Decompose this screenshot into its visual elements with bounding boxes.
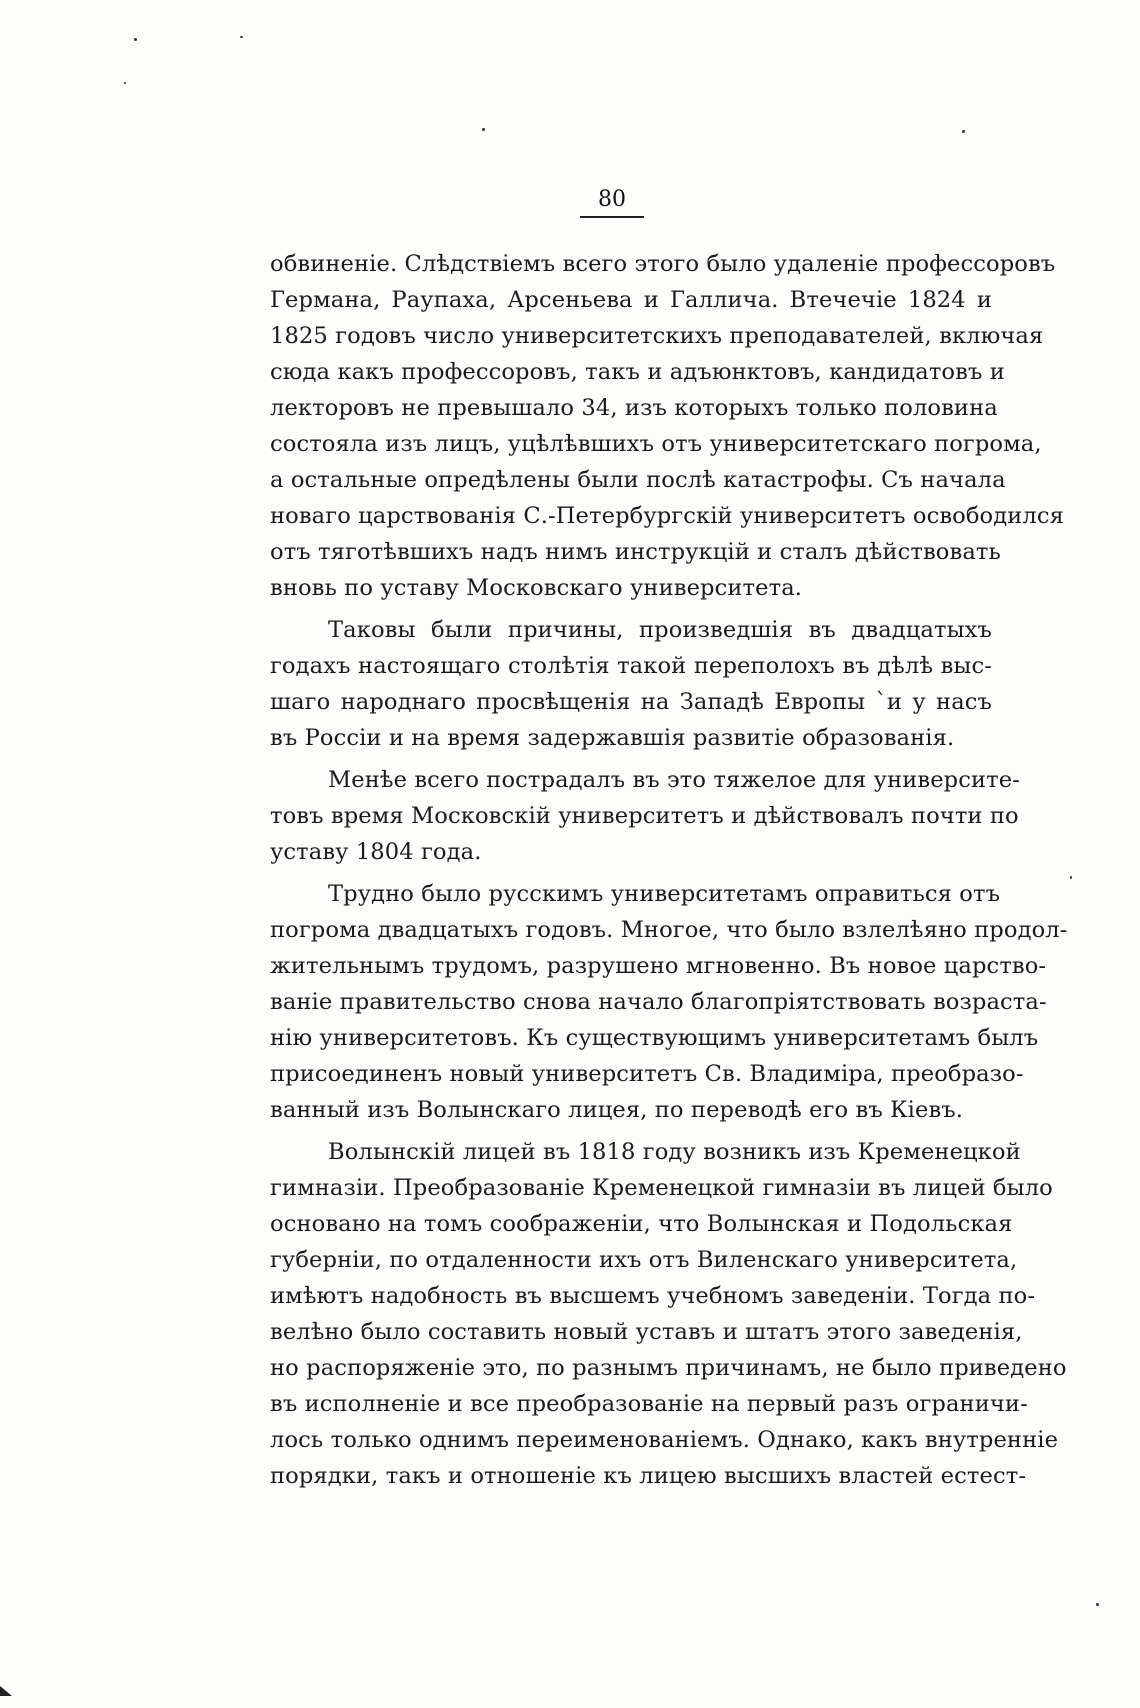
text-line: Германа, Раупаха, Арсеньева и Галлича. Втечечіе 1824 и (270, 287, 992, 313)
text-line: состояла изъ лицъ, уцѣлѣвшихъ отъ университетскаго погрома, (270, 431, 1042, 457)
text-line: лекторовъ не превышало 34, изъ которыхъ только половина (270, 395, 998, 421)
scan-speck (482, 128, 485, 131)
text-line: вновь по уставу Московскаго университета. (270, 575, 803, 601)
text-line: шаго народнаго просвѣщенія на Западѣ Европы `и у насъ (270, 689, 992, 715)
text-line: основано на томъ соображеніи, что Волынская и Подольская (270, 1211, 1013, 1237)
text-line: ванный изъ Волынскаго лицея, по переводѣ его въ Кіевъ. (270, 1097, 964, 1123)
text-line: порядки, такъ и отношеніе къ лицею высшихъ властей естест- (270, 1463, 1027, 1489)
page-number: 80 (598, 187, 626, 212)
text-line: въ Россіи и на время задержавшія развитіе образованія. (270, 725, 955, 751)
text-line: но распоряженіе это, по разнымъ причинамъ, не было приведено (270, 1355, 1067, 1381)
text-line: обвиненіе. Слѣдствіемъ всего этого было удаленіе профессоровъ (270, 251, 1056, 277)
page-number-underline (580, 216, 644, 218)
text-line: Таковы были причины, произведшія въ двадцатыхъ (328, 617, 992, 643)
text-line: сюда какъ профессоровъ, такъ и адъюнктовъ, кандидатовъ и (270, 359, 1005, 385)
text-line: Трудно было русскимъ университетамъ оправиться отъ (328, 881, 1001, 907)
paragraph (270, 246, 1064, 606)
scan-speck (134, 38, 137, 41)
text-line: лось только однимъ переименованіемъ. Однако, какъ внутренніе (270, 1427, 1059, 1453)
scan-corner-mark (0, 1686, 12, 1696)
text-line: присоединенъ новый университетъ Св. Владиміра, преобразо- (270, 1061, 1024, 1087)
text-line: велѣно было составить новый уставъ и штатъ этого заведенія, (270, 1319, 1023, 1345)
text-line: губерніи, по отдаленности ихъ отъ Виленскаго университета, (270, 1247, 1018, 1273)
text-line: ваніе правительство снова начало благопріятствовать возраста- (270, 989, 1047, 1015)
paragraph (270, 876, 1068, 1128)
text-line: жительнымъ трудомъ, разрушено мгновенно. Въ новое царство- (270, 953, 1047, 979)
body-text (270, 246, 1068, 1494)
text-line: а остальные опредѣлены были послѣ катастрофы. Съ начала (270, 467, 1006, 493)
paragraph (270, 612, 992, 756)
text-line: погрома двадцатыхъ годовъ. Многое, что было взлелѣяно продол- (270, 917, 1068, 943)
text-line: товъ время Московскій университетъ и дѣйствовалъ почти по (270, 803, 1019, 829)
scan-speck (1070, 876, 1072, 879)
text-line: нію университетовъ. Къ существующимъ университетамъ былъ (270, 1025, 1039, 1051)
paragraph (270, 762, 1020, 870)
text-line: имѣютъ надобность въ высшемъ учебномъ заведеніи. Тогда по- (270, 1283, 1036, 1309)
text-line: 1825 годовъ число университетскихъ преподавателей, включая (270, 323, 1044, 349)
text-line: годахъ настоящаго столѣтія такой переполохъ въ дѣлѣ выс- (270, 653, 992, 679)
paragraph (270, 1134, 1067, 1494)
scan-speck (1096, 1603, 1099, 1606)
text-line: новаго царствованія С.-Петербургскій университетъ освободился (270, 503, 1064, 529)
text-line: въ исполненіе и все преобразованіе на первый разъ ограничи- (270, 1391, 1028, 1417)
text-line: гимназіи. Преобразованіе Кременецкой гимназіи въ лицей было (270, 1175, 1053, 1201)
text-line: уставу 1804 года. (270, 839, 482, 865)
scan-speck (962, 130, 965, 133)
text-line: Волынскій лицей въ 1818 году возникъ изъ Кременецкой (328, 1139, 1021, 1165)
text-line: отъ тяготѣвшихъ надъ нимъ инструкцій и сталъ дѣйствовать (270, 539, 1001, 565)
text-line: Менѣе всего пострадалъ въ это тяжелое для университе- (328, 767, 1020, 793)
scan-speck (124, 82, 126, 84)
scan-speck (240, 36, 243, 38)
